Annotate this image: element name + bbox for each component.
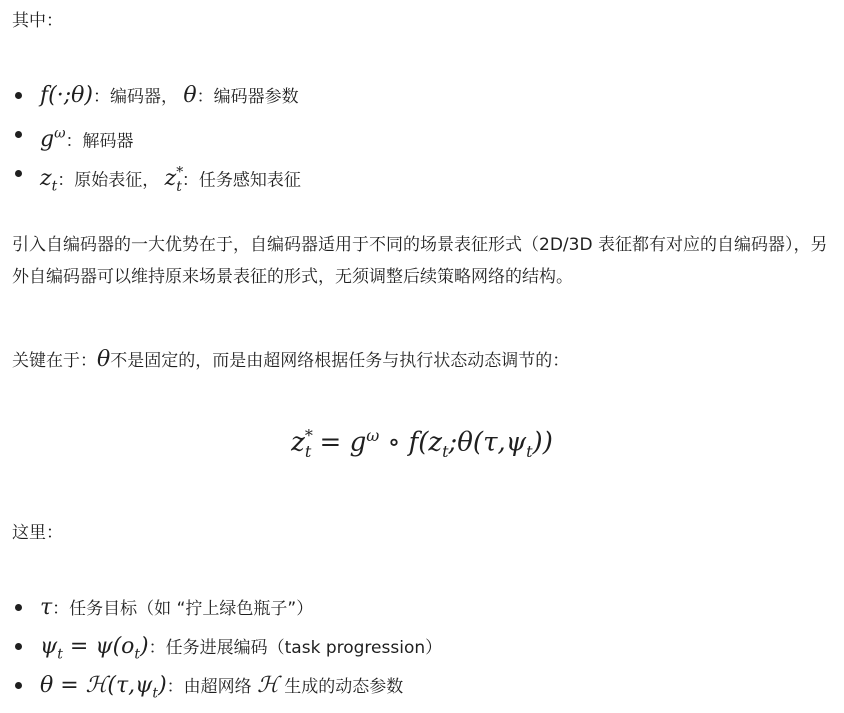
math-psi: $\psi_t = \psi(o_t)$ [40, 634, 149, 663]
list-item-text: ：编码器， [92, 87, 178, 107]
math-theta-h: $\theta = ℋ(\tau,\psi_t)$ [40, 673, 167, 702]
list-item-text: ：编码器参数 [196, 87, 299, 107]
bullet-icon [15, 170, 22, 177]
math-encoder: f(·;θ) [40, 83, 93, 108]
list-item-text: ：任务进展编码（task progression） [148, 638, 443, 658]
variables-list [0, 588, 442, 705]
list-item-text: ：解码器 [65, 131, 134, 152]
list-item-representation [0, 154, 301, 193]
bullet-icon [15, 643, 22, 650]
definitions-list [0, 76, 301, 193]
list-item-hypernetwork [0, 666, 442, 705]
list-item-task [0, 588, 442, 627]
list-item-encoder [0, 76, 301, 115]
bullet-icon [15, 92, 22, 99]
math-theta: θ [97, 347, 111, 372]
list-item-text: ：原始表征， [57, 170, 160, 191]
math-zt: $z_t$ [40, 166, 58, 195]
list-item-text: ：任务感知表征 [181, 170, 301, 191]
key-paragraph: 关键在于：θ不是固定的，而是由超网络根据任务与执行状态动态调节的： [12, 347, 570, 372]
list-item-decoder [0, 115, 301, 154]
here-text: 这里： [12, 523, 63, 543]
math-theta: θ [183, 83, 197, 108]
main-equation: $z^*_t = g^\omega$ ∘ $f(z_t;\theta(\tau,\psi_t))$ [291, 426, 553, 461]
math-decoder: $g^\omega$ [40, 126, 66, 153]
paragraph-autoencoder: 引入自编码器的一大优势在于，自编码器适用于不同的场景表征形式（2D/3D 表征都有对应的自编码器），另外自编码器可以维持原来场景表征的形式，无须调整后续策略网络的结构。 [12, 235, 828, 287]
bullet-icon [15, 131, 22, 138]
math-tau: τ [40, 595, 53, 620]
bullet-icon [15, 604, 22, 611]
list-item-text: ：由超网络 [166, 677, 258, 697]
list-item-text: 生成的动态参数 [278, 677, 404, 697]
list-item-progression [0, 627, 442, 666]
math-zt-star: $z^*_t$ [164, 165, 184, 195]
bullet-icon [15, 682, 22, 689]
intro-text: 其中： [12, 11, 63, 31]
math-h: ℋ [257, 673, 279, 698]
list-item-text: ：任务目标（如 “拧上绿色瓶子”） [52, 599, 314, 619]
